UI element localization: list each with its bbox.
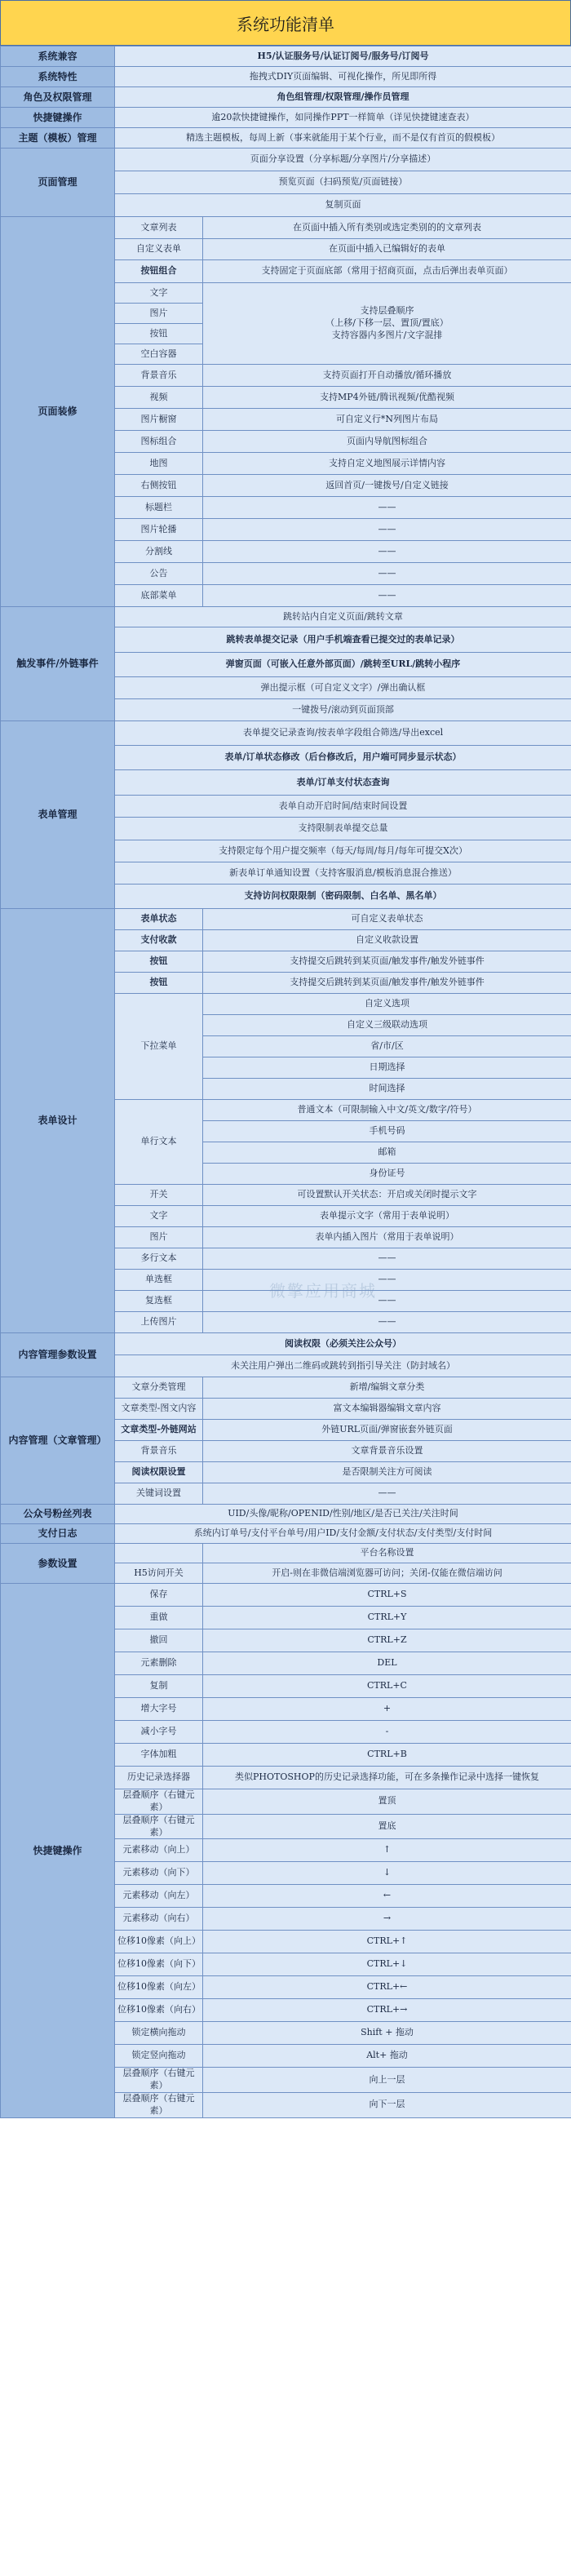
category-cell: 页面装修 bbox=[1, 217, 115, 607]
description-cell: 弹窗页面（可嵌入任意外部页面）/跳转至URL/跳转小程序 bbox=[115, 653, 571, 677]
subcategory-cell: 字体加粗 bbox=[115, 1744, 203, 1767]
description-cell: —— bbox=[203, 1483, 571, 1505]
category-cell: 内容管理参数设置 bbox=[1, 1333, 115, 1377]
table-row bbox=[1, 128, 571, 149]
description-cell: DEL bbox=[203, 1652, 571, 1675]
description-cell: 页面内导航图标组合 bbox=[203, 431, 571, 453]
description-cell: ← bbox=[203, 1885, 571, 1908]
subcategory-cell: 表单状态 bbox=[115, 909, 203, 930]
description-cell: 系统内订单号/支付平台单号/用户ID/支付金额/支付状态/支付类型/支付时间 bbox=[115, 1524, 571, 1544]
description-cell: 可自定义表单状态 bbox=[203, 909, 571, 930]
subcategory-cell: 图片橱窗 bbox=[115, 409, 203, 431]
description-cell: + bbox=[203, 1698, 571, 1721]
subcategory-cell: 图片 bbox=[115, 304, 203, 324]
table-row bbox=[1, 1333, 571, 1355]
subcategory-cell: 阅读权限设置 bbox=[115, 1462, 203, 1483]
category-cell: 系统特性 bbox=[1, 67, 115, 87]
description-cell: ↑ bbox=[203, 1839, 571, 1862]
description-cell: —— bbox=[203, 519, 571, 541]
description-cell: 新表单订单通知设置（支持客服消息/模板消息混合推送） bbox=[115, 862, 571, 885]
subcategory-cell: 位移10像素（向左） bbox=[115, 1976, 203, 1999]
description-cell: 表单提交记录查询/按表单字段组合筛选/导出excel bbox=[115, 721, 571, 746]
description-cell: Shift + 拖动 bbox=[203, 2022, 571, 2045]
table-row bbox=[1, 909, 571, 930]
description-cell: 支持限制表单提交总量 bbox=[115, 818, 571, 840]
description-cell: 支持提交后跳转到某页面/触发事件/触发外链事件 bbox=[203, 973, 571, 994]
subcategory-cell: 层叠顺序（右键元素） bbox=[115, 1789, 203, 1815]
subcategory-cell: 层叠顺序（右键元素） bbox=[115, 2093, 203, 2118]
category-cell: 表单设计 bbox=[1, 909, 115, 1333]
subcategory-cell: 元素移动（向下） bbox=[115, 1862, 203, 1885]
description-cell: 向上一层 bbox=[203, 2068, 571, 2093]
description-cell: —— bbox=[203, 1312, 571, 1333]
description-cell: —— bbox=[203, 497, 571, 519]
subcategory-cell: 元素移动（向上） bbox=[115, 1839, 203, 1862]
description-cell: 阅读权限（必须关注公众号） bbox=[115, 1333, 571, 1355]
subcategory-cell: 文字 bbox=[115, 1206, 203, 1227]
subcategory-cell: 单选框 bbox=[115, 1270, 203, 1291]
description-cell: 置顶 bbox=[203, 1789, 571, 1815]
subcategory-cell: 多行文本 bbox=[115, 1248, 203, 1270]
table-row bbox=[1, 1544, 571, 1563]
subcategory-cell: 文章分类管理 bbox=[115, 1377, 203, 1399]
table-row bbox=[1, 217, 571, 239]
subcategory-cell: 公告 bbox=[115, 563, 203, 585]
description-cell: 表单/订单状态修改（后台修改后，用户端可同步显示状态） bbox=[115, 746, 571, 770]
subcategory-cell: 增大字号 bbox=[115, 1698, 203, 1721]
description-cell: 预览页面（扫码预览/页面链接） bbox=[115, 171, 571, 194]
category-cell: 表单管理 bbox=[1, 721, 115, 909]
subcategory-cell: 右侧按钮 bbox=[115, 475, 203, 497]
description-cell: 邮箱 bbox=[203, 1142, 571, 1164]
description-cell: 返回首页/一键拨号/自定义链接 bbox=[203, 475, 571, 497]
description-cell: 可设置默认开关状态：开启或关闭时提示文字 bbox=[203, 1185, 571, 1206]
description-cell: 支持自定义地图展示详情内容 bbox=[203, 453, 571, 475]
subcategory-cell: 开关 bbox=[115, 1185, 203, 1206]
description-cell: 时间选择 bbox=[203, 1079, 571, 1100]
description-cell: 自定义收款设置 bbox=[203, 930, 571, 951]
table-row bbox=[1, 1524, 571, 1544]
description-cell: 普通文本（可限制输入中文/英文/数字/符号） bbox=[203, 1100, 571, 1121]
subcategory-cell: 关键词设置 bbox=[115, 1483, 203, 1505]
description-cell: CTRL+Y bbox=[203, 1607, 571, 1629]
description-cell: 表单自动开启时间/结束时间设置 bbox=[115, 796, 571, 818]
description-cell: Alt+ 拖动 bbox=[203, 2045, 571, 2068]
category-cell: 主题（模板）管理 bbox=[1, 128, 115, 149]
description-cell: 身份证号 bbox=[203, 1164, 571, 1185]
description-cell: 省/市/区 bbox=[203, 1036, 571, 1057]
subcategory-cell: 背景音乐 bbox=[115, 1441, 203, 1462]
table-row bbox=[1, 1505, 571, 1524]
subcategory-cell: 复选框 bbox=[115, 1291, 203, 1312]
description-cell: 可自定义行*N列图片布局 bbox=[203, 409, 571, 431]
subcategory-cell: H5访问开关 bbox=[115, 1563, 203, 1584]
description-cell: 表单/订单支付状态查询 bbox=[115, 770, 571, 796]
subcategory-cell: 标题栏 bbox=[115, 497, 203, 519]
description-cell: —— bbox=[203, 563, 571, 585]
description-cell: 支持固定于页面底部（常用于招商页面，点击后弹出表单页面） bbox=[203, 260, 571, 283]
category-cell: 触发事件/外链事件 bbox=[1, 607, 115, 721]
subcategory-cell: 分割线 bbox=[115, 541, 203, 563]
description-cell: 支持限定每个用户提交频率（每天/每周/每月/每年可提交X次） bbox=[115, 840, 571, 862]
subcategory-cell: 文字 bbox=[115, 283, 203, 304]
description-cell: 表单提示文字（常用于表单说明） bbox=[203, 1206, 571, 1227]
category-cell: 系统兼容 bbox=[1, 47, 115, 67]
subcategory-cell bbox=[115, 1544, 203, 1563]
subcategory-cell: 历史记录选择器 bbox=[115, 1767, 203, 1789]
description-cell: 类似PHOTOSHOP的历史记录选择功能，可在多条操作记录中选择一键恢复 bbox=[203, 1767, 571, 1789]
subcategory-cell: 保存 bbox=[115, 1584, 203, 1607]
subcategory-cell: 元素移动（向左） bbox=[115, 1885, 203, 1908]
description-cell: 手机号码 bbox=[203, 1121, 571, 1142]
category-cell: 支付日志 bbox=[1, 1524, 115, 1544]
description-line: 支持层叠顺序 bbox=[360, 305, 414, 317]
subcategory-cell: 单行文本 bbox=[115, 1100, 203, 1185]
table-row bbox=[1, 607, 571, 627]
subcategory-cell: 视频 bbox=[115, 387, 203, 409]
description-cell: 平台名称设置 bbox=[203, 1544, 571, 1563]
subcategory-cell: 地图 bbox=[115, 453, 203, 475]
description-cell: 跳转表单提交记录（用户手机端查看已提交过的表单记录） bbox=[115, 627, 571, 653]
description-cell: CTRL+↑ bbox=[203, 1931, 571, 1953]
subcategory-cell: 文章列表 bbox=[115, 217, 203, 239]
description-line: （上移/下移一层、置顶/置底） bbox=[325, 317, 449, 329]
description-cell: - bbox=[203, 1721, 571, 1744]
description-cell: CTRL+C bbox=[203, 1675, 571, 1698]
subcategory-cell: 重做 bbox=[115, 1607, 203, 1629]
subcategory-cell: 背景音乐 bbox=[115, 365, 203, 387]
table-row bbox=[1, 1584, 571, 1607]
description-cell: CTRL+→ bbox=[203, 1999, 571, 2022]
description-cell: —— bbox=[203, 1270, 571, 1291]
subcategory-cell: 位移10像素（向下） bbox=[115, 1953, 203, 1976]
subcategory-cell: 按钮 bbox=[115, 324, 203, 344]
subcategory-cell: 减小字号 bbox=[115, 1721, 203, 1744]
subcategory-cell: 底部菜单 bbox=[115, 585, 203, 607]
description-cell: CTRL+↓ bbox=[203, 1953, 571, 1976]
description-cell: —— bbox=[203, 541, 571, 563]
description-cell: 支持提交后跳转到某页面/触发事件/触发外链事件 bbox=[203, 951, 571, 973]
description-cell: 外链URL页面/弹窗嵌套外链页面 bbox=[203, 1420, 571, 1441]
subcategory-cell: 图标组合 bbox=[115, 431, 203, 453]
subcategory-cell: 层叠顺序（右键元素） bbox=[115, 1814, 203, 1839]
description-cell: CTRL+S bbox=[203, 1584, 571, 1607]
category-cell: 内容管理（文章管理） bbox=[1, 1377, 115, 1505]
category-cell: 快捷键操作 bbox=[1, 108, 115, 128]
subcategory-cell: 自定义表单 bbox=[115, 239, 203, 260]
description-cell: CTRL+← bbox=[203, 1976, 571, 1999]
table-row bbox=[1, 721, 571, 746]
subcategory-cell: 撤回 bbox=[115, 1629, 203, 1652]
description-cell: 日期选择 bbox=[203, 1057, 571, 1079]
description-cell: ↓ bbox=[203, 1862, 571, 1885]
description-cell: UID/头像/昵称/OPENID/性别/地区/是否已关注/关注时间 bbox=[115, 1505, 571, 1524]
table-row bbox=[1, 67, 571, 87]
subcategory-cell: 按钮 bbox=[115, 973, 203, 994]
description-cell: 新增/编辑文章分类 bbox=[203, 1377, 571, 1399]
description-cell: 跳转站内自定义页面/跳转文章 bbox=[115, 607, 571, 627]
description-cell: 开启-则在非微信端浏览器可访问；关闭-仅能在微信端访问 bbox=[203, 1563, 571, 1584]
subcategory-cell: 图片轮播 bbox=[115, 519, 203, 541]
description-cell: 富文本编辑器编辑文章内容 bbox=[203, 1399, 571, 1420]
category-cell: 参数设置 bbox=[1, 1544, 115, 1584]
subcategory-cell: 层叠顺序（右键元素） bbox=[115, 2068, 203, 2093]
description-cell: 置底 bbox=[203, 1814, 571, 1839]
subcategory-cell: 文章类型-图文内容 bbox=[115, 1399, 203, 1420]
subcategory-cell: 位移10像素（向右） bbox=[115, 1999, 203, 2022]
category-cell: 页面管理 bbox=[1, 149, 115, 217]
subcategory-cell: 空白容器 bbox=[115, 344, 203, 365]
subcategory-cell: 锁定横向拖动 bbox=[115, 2022, 203, 2045]
subcategory-cell: 上传图片 bbox=[115, 1312, 203, 1333]
description-cell: 复制页面 bbox=[115, 194, 571, 217]
description-cell: 向下一层 bbox=[203, 2093, 571, 2118]
description-cell: 自定义三级联动选项 bbox=[203, 1015, 571, 1036]
subcategory-cell: 位移10像素（向上） bbox=[115, 1931, 203, 1953]
description-cell: CTRL+Z bbox=[203, 1629, 571, 1652]
subcategory-cell: 复制 bbox=[115, 1675, 203, 1698]
description-cell: H5/认证服务号/认证订阅号/服务号/订阅号 bbox=[115, 47, 571, 67]
table-row bbox=[1, 149, 571, 171]
category-cell: 快捷键操作 bbox=[1, 1584, 115, 2118]
description-cell: 拖拽式DIY页面编辑、可视化操作，所见即所得 bbox=[115, 67, 571, 87]
subcategory-cell: 元素删除 bbox=[115, 1652, 203, 1675]
table-row bbox=[1, 87, 571, 108]
description-cell: 自定义选项 bbox=[203, 994, 571, 1015]
subcategory-cell: 下拉菜单 bbox=[115, 994, 203, 1100]
watermark-text: 微擎应用商城 bbox=[269, 1281, 377, 1301]
feature-table bbox=[0, 46, 571, 2118]
subcategory-cell: 按钮组合 bbox=[115, 260, 203, 283]
table-row bbox=[1, 1377, 571, 1399]
description-cell: 页面分享设置（分享标题/分享图片/分享描述） bbox=[115, 149, 571, 171]
subcategory-cell: 按钮 bbox=[115, 951, 203, 973]
description-cell: 一键拨号/滚动到页面顶部 bbox=[115, 699, 571, 721]
description-cell: 支持访问权限限制（密码限制、白名单、黑名单） bbox=[115, 885, 571, 909]
description-cell: CTRL+B bbox=[203, 1744, 571, 1767]
description-cell: 角色组管理/权限管理/操作员管理 bbox=[115, 87, 571, 108]
category-cell: 公众号粉丝列表 bbox=[1, 1505, 115, 1524]
table-row bbox=[1, 47, 571, 67]
description-cell: 逾20款快捷键操作，如同操作PPT一样简单（详见快捷键速查表） bbox=[115, 108, 571, 128]
description-cell: 精选主题模板，每周上新（事来就能用于某个行业，而不是仅有首页的假模板） bbox=[115, 128, 571, 149]
description-cell: 文章背景音乐设置 bbox=[203, 1441, 571, 1462]
description-cell: 未关注用户弹出二维码或跳转到指引导关注（防封域名） bbox=[115, 1355, 571, 1377]
description-line: 支持容器内多图片/文字混排 bbox=[331, 329, 443, 340]
description-cell: 在页面中插入所有类别或选定类别的的文章列表 bbox=[203, 217, 571, 239]
subcategory-cell: 支付收款 bbox=[115, 930, 203, 951]
description-cell: 在页面中插入已编辑好的表单 bbox=[203, 239, 571, 260]
subcategory-cell: 锁定竖向拖动 bbox=[115, 2045, 203, 2068]
description-cell: 弹出提示框（可自定义文字）/弹出确认框 bbox=[115, 677, 571, 699]
description-cell: 支持MP4外链/腾讯视频/优酷视频 bbox=[203, 387, 571, 409]
table-row bbox=[1, 108, 571, 128]
description-cell: —— bbox=[203, 1291, 571, 1312]
description-cell: —— bbox=[203, 1248, 571, 1270]
description-cell: 表单内插入图片（常用于表单说明） bbox=[203, 1227, 571, 1248]
page-title: 系统功能清单 bbox=[0, 0, 571, 46]
description-cell: → bbox=[203, 1908, 571, 1931]
subcategory-cell: 元素移动（向右） bbox=[115, 1908, 203, 1931]
subcategory-cell: 图片 bbox=[115, 1227, 203, 1248]
description-cell: 支持页面打开自动播放/循环播放 bbox=[203, 365, 571, 387]
description-cell: —— bbox=[203, 585, 571, 607]
subcategory-cell: 文章类型-外链网站 bbox=[115, 1420, 203, 1441]
category-cell: 角色及权限管理 bbox=[1, 87, 115, 108]
description-cell: 是否限制关注方可阅读 bbox=[203, 1462, 571, 1483]
description-cell bbox=[203, 283, 571, 365]
